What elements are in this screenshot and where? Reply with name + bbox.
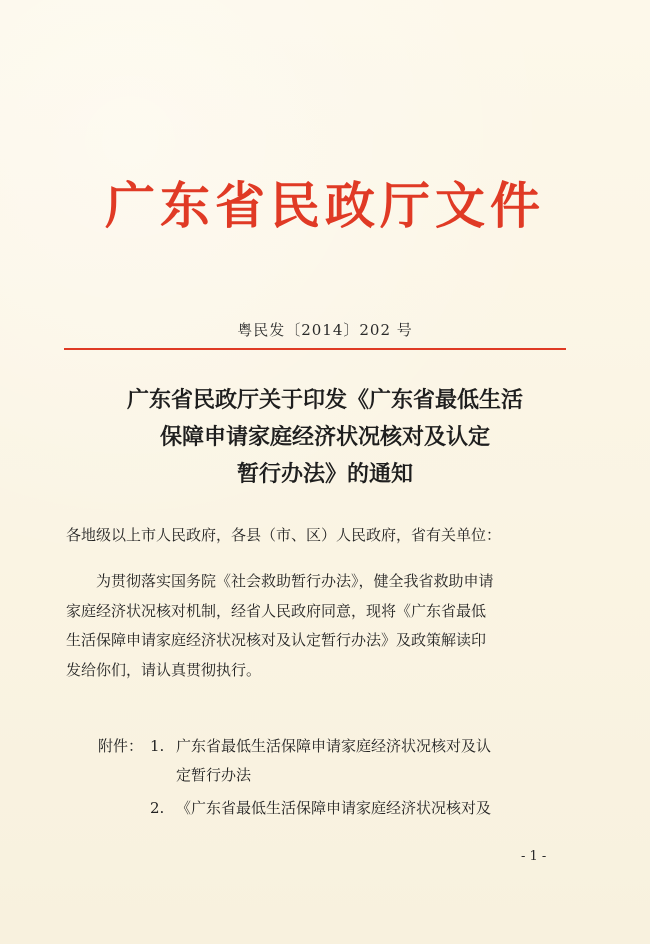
body-line-4: 发给你们，请认真贯彻执行。 — [66, 660, 262, 679]
attachment-2-text-line-1: 《广东省最低生活保障申请家庭经济状况核对及 — [176, 799, 492, 817]
attachment-item-1-line-2 — [98, 763, 568, 788]
document-number: 粤民发〔2014〕202 号 — [237, 321, 413, 339]
attachment-item-1-line-1 — [98, 734, 568, 759]
attachment-2-number: 2. — [150, 799, 165, 817]
notice-title — [40, 382, 610, 493]
page-number: - 1 - — [521, 849, 547, 864]
attachment-1-text-line-1: 广东省最低生活保障申请家庭经济状况核对及认 — [176, 737, 492, 755]
notice-title-line-2: 保障申请家庭经济状况核对及认定 — [159, 424, 490, 450]
attachments-label: 附件： — [98, 737, 144, 755]
body-line-2: 家庭经济状况核对机制，经省人民政府同意，现将《广东省最低 — [66, 601, 487, 620]
notice-title-line-3: 暂行办法》的通知 — [236, 461, 413, 487]
red-divider — [64, 348, 566, 350]
attachment-1-number: 1. — [150, 737, 165, 755]
notice-title-line-1: 广东省民政厅关于印发《广东省最低生活 — [126, 387, 523, 413]
attachment-1-text-line-2: 定暂行办法 — [176, 766, 252, 784]
body-text — [66, 567, 586, 685]
body-line-3: 生活保障申请家庭经济状况核对及认定暂行办法》及政策解读印 — [66, 631, 487, 649]
recipient-line: 各地级以上市人民政府，各县（市、区）人民政府，省有关单位： — [66, 526, 502, 544]
document-header-title: 广东省民政厅文件 — [105, 176, 545, 235]
body-line-1: 为贯彻落实国务院《社会救助暂行办法》，健全我省救助申请 — [96, 572, 494, 590]
attachments-section — [98, 734, 568, 821]
attachment-item-2-line-1 — [98, 796, 568, 821]
